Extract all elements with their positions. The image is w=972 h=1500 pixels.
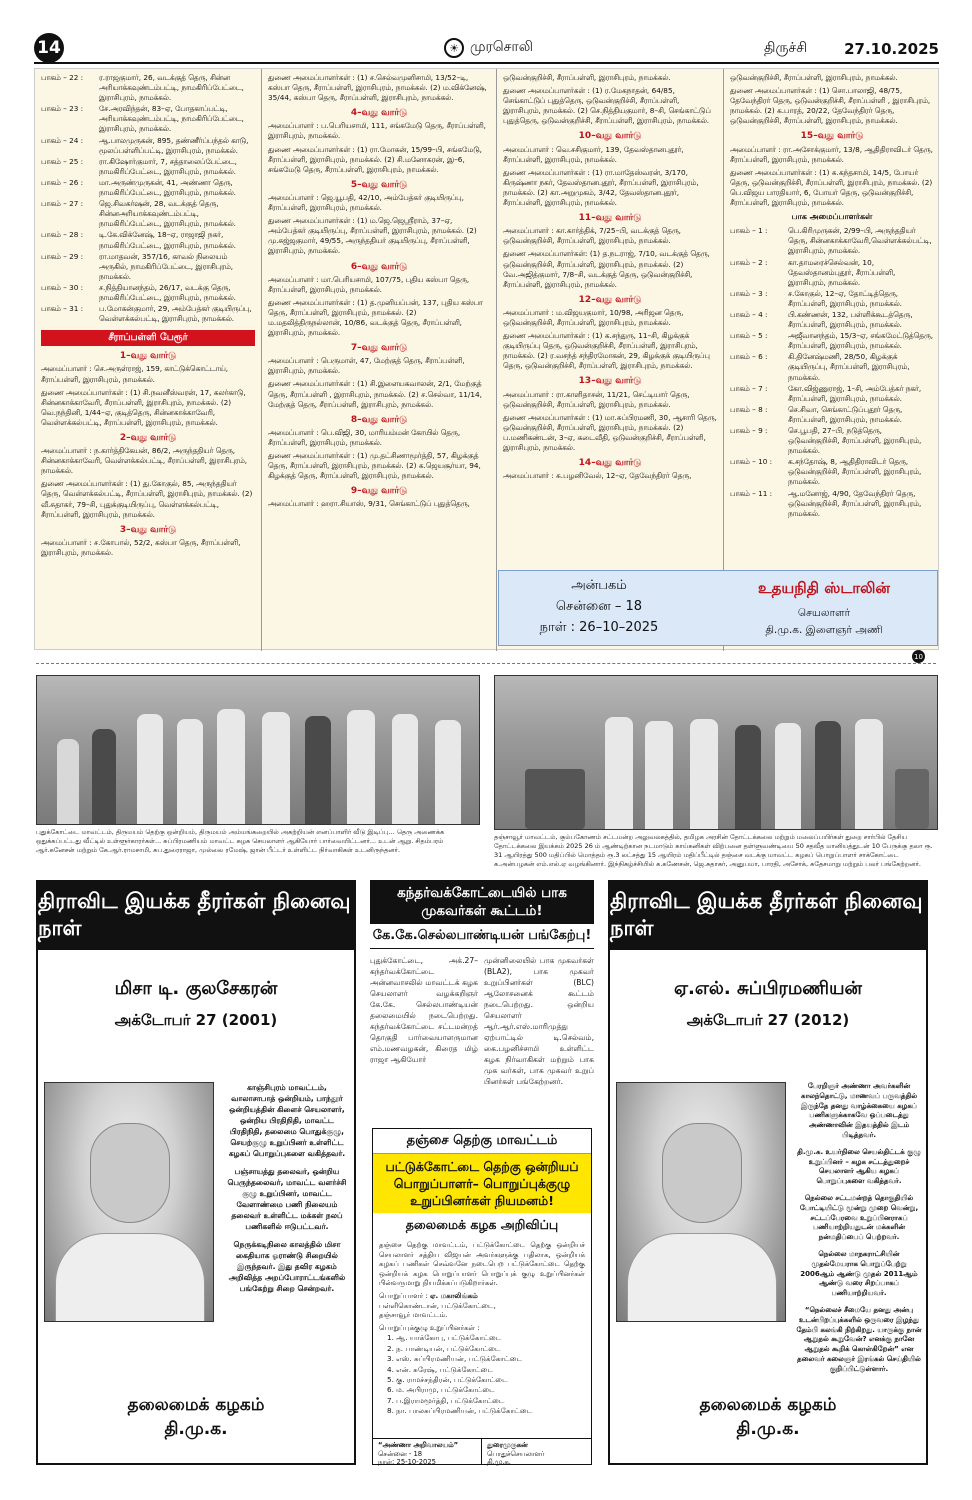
ward-heading: 11–வது வார்டு <box>578 213 642 224</box>
booth-row <box>730 331 934 351</box>
notice-place <box>373 1439 482 1464</box>
notice-office: “அண்ணா அறிவாலயம்” <box>378 1441 459 1449</box>
masthead <box>34 34 939 64</box>
tribute-name: ஏ.எல். சுப்பிரமணியன் <box>674 978 862 999</box>
paper-brand <box>444 38 533 58</box>
booth-organiser: செ.பூபதி, 27–பி, நடுத்தெரு, ஒடுவன்குறிச்சி, சீராப்பள்ளி, இராசிபுரம், நாமக்கல். <box>788 426 922 456</box>
incharge-label: பொறுப்பாளர் : <box>379 1291 428 1300</box>
footer-line: தலைமைக் கழகம் <box>699 1395 837 1415</box>
incharge-address: தஞ்சாவூர் மாவட்டம். <box>379 1311 448 1320</box>
booth-organiser: ஆ.மனோஜ், 4/90, தேவேந்திரர் தெரு, ஒடுவன்குறிச்சி, சீராப்பள்ளி, இராசிபுரம், நாமக்கல். <box>788 488 922 518</box>
ward-entry: அமைப்பாளர் : மா.பெரியசாமி, 107/75, புதிய கஸ்பா தெரு, சீராப்பள்ளி, இராசிபுரம், நாமக்கல். <box>268 274 470 294</box>
notice-signatory-party: தி.மு.க. <box>487 1458 511 1466</box>
booth-row <box>41 136 255 156</box>
booth-row <box>41 178 255 198</box>
ward-entry: துணை அமைப்பாளர்கள் : (1) க.சந்துரு, 11–சி, கிழக்குக் குடியிருப்பு தெரு, ஒடுவன்குறிச்சி, சீராப்பள்ளி, இராசிபுரம், நாமக்கல். (2) ர.வசந்த் சந்திரமோகன், 29, கிழக்குக் குடியிருப்பு தெரு, ஒடுவன்குறிச்சி, சீராப்பள்ளி, இராசிபுரம், நாமக்கல். <box>503 331 710 371</box>
ward-entry: துணை அமைப்பாளர்கள் : (1) து.கோகுல், 85, அருந்ததியர் தெரு, வெள்ளக்கல்பட்டி, சீராப்பள்ளி, இராசிபுரம், நாமக்கல். (2) வீ.சுதாகர், 79–சி, புதுக்குடியிருப்பு, வெள்ளக்கல்பட்டி, சீராப்பள்ளி, இராசிபுரம், நாமக்கல். <box>41 479 253 519</box>
ward-heading: 1–வது வார்டு <box>119 351 177 362</box>
booth-organiser: அஜீவானந்தம், 15/3–ஏ, சங்கமேட்டுத்தெரு, சீராப்பள்ளி, இராசிபுரம், நாமக்கல். <box>788 331 934 351</box>
edition-city: திருச்சி <box>764 40 808 56</box>
booth-row <box>41 199 255 229</box>
listing-column-3 <box>497 69 724 651</box>
booth-organiser: பெ.கிரிமுருகன், 2/99–பி, அருந்ததியர் தெரு, சின்னகாக்காவேரி,வெள்ளக்கல்பட்டி, இராசிபுரம், நாமக்கல். <box>788 226 932 256</box>
ward-heading: 15–வது வார்டு <box>800 131 864 142</box>
ward-entry: அமைப்பாளர் : பெ.விஜி, 30, மாரியம்மன் கோயில் தெரு, சீராப்பள்ளி, இராசிபுரம், நாமக்கல். <box>268 427 461 447</box>
booth-organiser: க.சந்தோஷ், 8, ஆதிதிராவிடர் தெரு, ஒடுவன்குறிச்சி, சீராப்பள்ளி, இராசிபுரம், நாமக்கல். <box>788 457 922 487</box>
signatory-name: உதயநிதி ஸ்டாலின் <box>758 579 890 597</box>
paper-name: முரசொலி <box>470 39 533 55</box>
signature-office: அன்பகம் <box>571 578 627 593</box>
ward-heading: 13–வது வார்டு <box>578 376 642 387</box>
booth-organiser: மா.அருண்முருகன், 41, அண்ணா தெரு, நாமகிரிப்பேட்டை, இராசிபுரம், நாமக்கல். <box>99 177 236 198</box>
signatory <box>709 571 939 647</box>
listing-column-1 <box>35 69 262 651</box>
signature-place <box>499 571 699 647</box>
ward-heading: 5–வது வார்டு <box>350 179 408 190</box>
listing-column-4 <box>724 69 940 651</box>
ward-heading: 6–வது வார்டு <box>350 261 408 272</box>
ward-entry: துணை அமைப்பாளர்கள் : (1) ச.செல்வமுனிசாமி, 13/52–டி, கஸ்பா தெரு, சீராப்பள்ளி, இராசிபுரம், நாமக்கல். (2) ம.விக்னேஷ், 35/44, கஸ்பா தெரு, சீராப்பள்ளி, இராசிபுரம், நாமக்கல். <box>268 73 487 103</box>
rising-sun-icon: ☀ <box>444 38 464 58</box>
member-item: 3. எஸ். சுப்பிரமணியன், பட்டுக்கோட்டை <box>387 1354 523 1364</box>
booth-number: பாகம் – 3 : <box>730 288 768 298</box>
booth-organiser: ப.மோகன்குமார், 29, அம்பேத்கர் குடியிருப்பு, வெள்ளக்கல்பட்டி, இராசிபுரம், நாமக்கல். <box>99 304 252 324</box>
tribute-footer <box>38 1393 354 1441</box>
incharge-name: ஏ. மகாலிங்கம் <box>430 1291 478 1300</box>
news-body <box>370 949 594 1129</box>
member-item: 1. ஆ. யாக்கோபு, பட்டுக்கோட்டை <box>387 1333 502 1343</box>
ward-heading: 7–வது வார்டு <box>350 343 408 354</box>
ward-entry: துணை அமைப்பாளர்கள் : (1) சு.கந்தசாமி, 14/5, போயர் தெரு, ஒடுவன்குறிச்சி, சீராப்பள்ளி, இராசிபுரம், நாமக்கல். (2) பெ.விஜய பாரதியார், 6, போயர் தெரு, ஒடுவன்குறிச்சி, சீராப்பள்ளி, இராசிபுரம், நாமக்கல். <box>730 167 933 208</box>
booth-row <box>730 310 934 330</box>
booth-organiser: கி.தினேஷ்மணி, 28/50, கிழக்குக் குடியிருப்பு, சீராப்பள்ளி, இராசிபுரம், நாமக்கல். <box>788 352 910 382</box>
booth-row <box>730 258 934 288</box>
listing-column-2 <box>262 69 497 651</box>
continuation-mark: 10 <box>912 650 925 663</box>
booth-number: பாகம் – 9 : <box>730 426 768 435</box>
photo-site-inspection <box>36 675 480 825</box>
tribute-name: மிசா டி. குலசேகரன் <box>114 978 278 999</box>
notice-signatory-name: துரைமுருகன் <box>487 1441 528 1449</box>
news-subhead: கே.கே.செல்லபாண்டியன் பங்கேற்பு! <box>370 924 594 949</box>
edition-date: 27.10.2025 <box>844 40 939 58</box>
notice-signatory <box>482 1439 591 1464</box>
booth-number: பாகம் – 24 : <box>41 135 84 145</box>
booth-organiser: ச.கோகுல், 12–ஏ, தோட்டித்தெரு, சீராப்பள்ளி, இராசிபுரம், நாமக்கல். <box>788 288 902 308</box>
booth-number: பாகம் – 7 : <box>730 383 768 393</box>
ward-heading: 2–வது வார்டு <box>119 433 177 443</box>
ward-heading: 14–வது வார்டு <box>578 458 642 469</box>
notice-headline: பட்டுக்கோட்டை தெற்கு ஒன்றியப் பொறுப்பாளர்– பொறுப்புக்குழு உறுப்பினர்கள் நியமனம்! <box>373 1154 591 1213</box>
ward-entry: அமைப்பாளர் : வெ.சசிகுமார், 139, தேவஸ்தானபுதூர், சீராப்பள்ளி, இராசிபுரம், நாமக்கல். <box>503 144 684 164</box>
notice-subtitle: தலைமைக் கழக அறிவிப்பு <box>405 1217 559 1232</box>
ward-entry: துணை அமைப்பாளர்கள் : (1) மா.சுப்பிரமணி, 30, ஆசாரி தெரு, ஒடுவன்குறிச்சி, சீராப்பள்ளி, இராசிபுரம், நாமக்கல். (2) ப.மணிகண்டன், 3–ஏ, கடைவீதி, ஒடுவன்குறிச்சி, சீராப்பள்ளி, இராசிபுரம், நாமக்கல். <box>503 412 717 452</box>
tribute-footer <box>610 1393 926 1441</box>
tribute-text <box>224 1082 350 1301</box>
booth-organiser: கா.தாமரைச்செல்வன், 10, தேவஸ்தானம்புதூர், சீராப்பள்ளி, இராசிபுரம், நாமக்கல். <box>788 257 896 287</box>
signature-box <box>498 570 938 646</box>
signature-city: சென்னை – 18 <box>555 599 643 614</box>
members-list <box>373 1333 591 1416</box>
booth-number: பாகம் – 4 : <box>730 309 768 319</box>
ward-heading: 8–வது வார்டு <box>350 414 408 425</box>
booth-row <box>41 230 255 250</box>
booth-organiser: ஜெ.சிவகர்ஷன், 28, வடக்குத் தெரு, சின்னஅரியாக்கவுண்டம்பட்டி, நாமகிரிப்பேட்டை, இராசிபுரம், நாமக்கல். <box>99 199 236 229</box>
incharge-address: பள்ளிகொண்டான், பட்டுக்கோட்டை, <box>379 1301 496 1310</box>
tribute-portrait <box>44 1082 214 1322</box>
ward-entry: துணை அமைப்பாளர்கள் : (1) ம.ஜெ.ஜெஸ்ரீராம், 37–ஏ, அம்பேத்கர் குடியிருப்பு, சீராப்பள்ளி, இராசிபுரம், நாமக்கல். (2) மு.சுஜ்ஜகுமார், 49/55, அருந்ததியர் குடியிருப்பு, சீராப்பள்ளி, இராசிபுரம், நாமக்கல். <box>268 216 477 256</box>
footer-line: தி.மு.க. <box>736 1419 800 1439</box>
notice-district: தஞ்சை தெற்கு மாவட்டம் <box>373 1129 591 1154</box>
booth-row <box>730 384 934 404</box>
booth-number: பாகம் – 1 : <box>730 226 768 236</box>
ward-entry: அமைப்பாளர் : ம.விஜயகுமார், 10/98, அரிஜன தெரு, ஒடுவன்குறிச்சி, சீராப்பள்ளி, இராசிபுரம், நாமக்கல். <box>503 307 684 327</box>
ward-heading: 10–வது வார்டு <box>578 131 642 142</box>
tribute-title: திராவிட இயக்க தீரர்கள் நினைவு நாள் <box>610 882 926 950</box>
notice-signature <box>373 1438 591 1464</box>
booth-row <box>41 252 255 282</box>
booth-organiser: சே.அரவிந்தன், 83–ஏ, போதகாப்பட்டி, அரியாக்கவுண்டம்பட்டி, நாமகிரிப்பேட்டை, இராசிபுரம், நாமக்கல். <box>99 104 244 134</box>
ward-heading: 9–வது வார்டு <box>350 486 408 497</box>
member-item: 6. ம. அபிராமு, பட்டுக்கோட்டை <box>387 1385 495 1395</box>
booth-organiser: செ.சிவா, செங்காட்டுப்புதூர் தெரு, சீராப்பள்ளி, இராசிபுரம், நாமக்கல். <box>788 404 903 424</box>
notice-incharge <box>373 1292 591 1324</box>
members-label: பொறுப்புக்குழு உறுப்பினர்கள் : <box>379 1323 480 1332</box>
booth-number: பாகம் – 22 : <box>41 73 84 82</box>
booth-number: பாகம் – 28 : <box>41 230 84 240</box>
booth-organiser: கோ.விஜ்ணுராஜ், 1–சி, அம்பேத்கர் நகர், சீராப்பள்ளி, இராசிபுரம், நாமக்கல். <box>788 383 922 403</box>
booth-row <box>730 226 934 256</box>
tribute-title: திராவிட இயக்க தீரர்கள் நினைவு நாள் <box>38 882 354 950</box>
booth-organiser: ஆ.பாலமுருகன், 895, தண்ணீர்ப்பந்தல் காடு, மூலப்பள்ளிப்பட்டி, இராசிபுரம், நாமக்கல். <box>99 135 249 155</box>
news-text-right: முன்னிலையில் பாக முகவர்கள் (BLA2), பாக முகவர் உறுப்பினர்கள் (BLC) ஆலோசனைக் கூட்டம் நடைபெற்றது. ஒன்றிய செயலாளர் ஆர்.ஆர்.எஸ்.மாரிமுத்து ஏற்பாட்டில் டி.செல்வம், கை.பழனிச்சாமி உள்ளிட்ட கழக நிர்வாகிகள் மற்றும் பாக முக வர்கள், பாக முகவர் உறுப் பினர்கள் பங்கேற்றனர். <box>484 956 594 1086</box>
member-item: 7. ப.இராமமூர்த்தி, பட்டுக்கோட்டை <box>387 1395 505 1405</box>
booth-number: பாகம் – 11 : <box>730 488 773 498</box>
photo-caption-2: தஞ்சாவூர் மாவட்டம், கும்பகோணம் சட்டமன்ற அலுவலகத்தில், தமிழக அரசின் தோட்டக்கலை மற்றும் மலைப்பயிர்கள் துறை சார்பில் தேசிய தோட்டக்கலை இயக்கம் 2025 26 ம் ஆண்டிற்கான நடமாடும் காய்கனிகள் விற்பனை தள்ளுவண்டியை 50 சதவீத மானியத்துடன் 10 பேருக்கு தலா ரூ. 31 ஆயிரத்து 500 மதிப்பில் மொத்தம் ரூ.3 லட்சத்து 15 ஆயிரம் மதிப்பீட்டில் தஞ்சை வடக்கு மாவட்ட கழகப் பொறுப்பாளர் சாக்கோட்டை க.அன்பழகன் எம்.எல்.ஏ வழங்கினார். இந்நிகழ்ச்சியில் க.கணேசன், ஜெ.சுதாகர், அனுபமா, பாரதி, அசோக், சுதேசமாறு மற்றும் பலர் பங்கேற்றனர். <box>494 833 933 868</box>
news-text-left: புதுக்கோட்டை, அக்.27– கந்தர்வக்கோட்டை அன்னவாசலில் மாவட்டக் கழக செயலாளர் வழக்கறிஞர் கே.கே. செல்லபாண்டியன் தலைமையில் நடைபெற்றது. கந்தர்வக்கோட்டை சட்டமன்றத் தொகுதி பார்வையாளருமான எம்.மணவழகன், கிரைத மிழ் ராஜா ஆகியோர் <box>370 956 478 1064</box>
ward-heading: 3–வது வார்டு <box>119 524 177 535</box>
col1-rows <box>41 73 255 324</box>
section-divider <box>36 663 936 664</box>
footer-line: தி.மு.க. <box>164 1419 228 1439</box>
member-item: 8. நா. பாலசுப்பிரமணியன், பட்டுக்கோட்டை <box>387 1406 533 1416</box>
booth-organiser: ச.நித்தியானந்தம், 26/17, வடக்கு தெரு, நாமகிரிப்பேட்டை, இராசிபுரம், நாமக்கல். <box>99 282 236 302</box>
ward-entry: துணை அமைப்பாளர்கள் : (1) சி.நவனீஸ்வரன், 17, கலர்காடு, சின்னகாக்காவேரி, சீராப்பள்ளி, இராசிபுரம், நாமக்கல். (2) வெ.நந்தினி, 1/44–ஏ, குடித்தெரு, சின்னகாக்காவேரி, வெள்ளக்கல்பட்டி, சீராப்பள்ளி, இராசிபுரம், நாமக்கல். <box>41 387 246 427</box>
booth-number: பாகம் – 30 : <box>41 282 84 292</box>
signatory-wing: தி.மு.க. இளைஞர் அணி <box>765 624 883 636</box>
booth-row <box>730 426 934 456</box>
ward-heading: 12–வது வார்டு <box>578 294 642 305</box>
party-notice <box>372 1128 592 1465</box>
news-headline: கந்தர்வக்கோட்டையில் பாக முகவர்கள் கூட்டம்! <box>370 880 594 924</box>
booth-organiser: டி.கே.விக்னேஷ், 18–ஏ, ராஜாஜி நகர், நாமகிரிப்பேட்டை, இராசிபுரம், நாமக்கல். <box>99 230 236 250</box>
ward-entry: துணை அமைப்பாளர்கள் : (1) மு.தட்சிணாமூர்த்தி, 57, கிழக்குத் தெரு, சீராப்பள்ளி, இராசிபுரம், நாமக்கல். (2) க.ஜெயசூர்யா, 94, கிழக்குத் தெரு, சீராப்பள்ளி, இராசிபுரம், நாமக்கல். <box>268 451 481 481</box>
booth-row <box>41 304 255 324</box>
booth-row <box>730 457 934 487</box>
booth-row <box>730 405 934 425</box>
booth-number: பாகம் – 5 : <box>730 331 768 341</box>
photo-caption-1: புதுக்கோட்டை மாவட்டம், திருமயம் தெற்கு ஒன்றியம், திருமயம் அம்மங்கறையில் அகற்றியன் எனப்பாளிர் வீடு இடிப்பு... தெரு அணைக்க ஒதுக்கப்பட்டது வீட்டில் உள்ளூர்காரர்கள்... சுப்பிரமணியம் மாவட்ட கழக செயலாளர் ஆகியோர் பார்வையிட்டனர்... உடன் ஆறு. சிதம்பரம் ஆர்.கனேசன் மற்றும் கே.ஆர்.ராமசாமி, சுப.துரைராஜா, முல்லை ரமேஷ், ஜான் பீட்டர் உள்ளிட்ட நிர்வாகிகள் உடனிருந்தனர். <box>36 828 445 854</box>
ward-entry: அமைப்பாளர் : ச.கோபால், 52/2, கஸ்பா தெரு, சீராப்பள்ளி, இராசிபுரம், நாமக்கல். <box>41 537 241 557</box>
booth-row <box>41 157 255 177</box>
booth-row <box>41 104 255 134</box>
ward-entry: அமைப்பாளர் : ஜெ.யூபதி, 42/10, அம்பேத்கர் குடியிருப்பு, சீராப்பள்ளி, இராசிபுரம், நாமக்கல். <box>268 192 464 213</box>
booth-organisers-heading: பாக அமைப்பாளர்கள் <box>791 212 873 222</box>
tribute-portrait <box>616 1082 786 1322</box>
booth-number: பாகம் – 10 : <box>730 457 773 467</box>
col4-rows <box>730 226 934 519</box>
booth-number: பாகம் – 29 : <box>41 251 84 261</box>
tribute-box-left <box>36 880 356 1465</box>
booth-organiser: பி.கண்ணன், 132, பள்ளிக்கூடத்தெரு, சீராப்பள்ளி, இராசிபுரம், நாமக்கல். <box>788 309 913 330</box>
tribute-box-right <box>608 880 928 1465</box>
booth-row <box>730 489 934 519</box>
ward-entry: துணை அமைப்பாளர்கள் : (1) ரா.மோகன், 15/99–பி, சங்கமேடு, சீராப்பள்ளி, இராசிபுரம், நாமக்கல். (2) சி.மனோகரன், இ–6, சங்கமேடு தெரு, சீராப்பள்ளி, இராசிபுரம், நாமக்கல். <box>268 144 482 174</box>
ward-entry: துணை அமைப்பாளர்கள் : (1) சி.இளையகவாலன், 2/1, மேற்குத் தெரு, சீராப்பள்ளி , இராசிபுரம், நாமக்கல். (2) ச.செல்வா, 11/14, மேற்குத் தெரு, சீராப்பள்ளி, இராசிபுரம், நாமக்கல். <box>268 379 483 409</box>
photo-vendor-carts <box>494 675 938 830</box>
ward-entry: அமைப்பாளர் : ப.பெரியசாமி, 111, சங்கமேடு தெரு, சீராப்பள்ளி, இராசிபுரம், நாமக்கல். <box>268 121 486 141</box>
tribute-paragraph: நெல்லை மாநகராட்சியின் முதல்மேயராக பொறுப்பேற்று 2006ஆம் ஆண்டு முதல் 2011ஆம் ஆண்டு வரை சிறப்பாகப் பணியாற்றியவர். <box>800 1249 918 1298</box>
booth-row <box>41 73 255 103</box>
ward-entry: அமைப்பாளர் : சு.பழனிவேல், 12–ஏ, தேவேந்திரர் தெரு, <box>503 471 692 481</box>
booth-number: பாகம் – 8 : <box>730 404 768 414</box>
booth-organiser: ரா.கிஷோர்குமார், 7, சத்தாலைப்பேட்டை, நாமகிரிப்பேட்டை, இராசிபுரம், நாமக்கல். <box>99 156 237 176</box>
booth-number: பாகம் – 31 : <box>41 304 84 314</box>
notice-signatory-role: பொதுச்செயலாளர் <box>487 1449 545 1458</box>
ward-heading: 4–வது வார்டு <box>350 108 408 119</box>
page-number: 14 <box>34 33 64 63</box>
signature-date: நாள் : 26–10–2025 <box>539 620 659 635</box>
section-banner: சீராப்பள்ளி பேரூர் <box>41 330 255 346</box>
booth-organiser: ர.ராஜகுமார், 26, வடக்குத் தெரு, சின்ன அரியாக்கவுண்டம்பட்டி, நாமகிரிப்பேட்டை, இராசிபுரம், நாமக்கல். <box>99 73 244 103</box>
signatory-role: செயலாளர் <box>797 607 851 619</box>
booth-organiser: ரா.மாதவன், 357/16, காவல் நிலையம் அருகில், நாமகிரிப்பேட்டை, இராசிபுரம், நாமக்கல். <box>99 251 234 281</box>
ward-entry: துணை அமைப்பாளர்கள் : (1) சொ.பாலாஜி, 48/75, தேவேந்திரர் தெரு, ஒடுவன்குறிச்சி, சீராப்பள்ளி , இராசிபுரம், நாமக்கல். (2) க.பாரத், 20/22, தேவேந்திரர் தெரு, ஒடுவன்குறிச்சி, சீராப்பள்ளி, இராசிபுரம், நாமக்கல். <box>730 86 931 126</box>
booth-row <box>41 283 255 303</box>
ward-entry: அமைப்பாளர் : கா.கார்த்திக், 7/25–பி, வடக்குத் தெரு, ஒடுவன்குறிச்சி, சீராப்பள்ளி, இராசிபுரம், நாமக்கல். <box>503 226 681 246</box>
tribute-paragraph: நெருக்கடிநிலை காலத்தில் மிசா கைதியாக ஓராண்டு சிறையில் இருந்தவர். இது தவிர கழகம் அறிவித்த அறப்போராட்டங்களில் பங்கேற்று சிறை சென்றவர். <box>228 1240 346 1293</box>
booth-number: பாகம் – 23 : <box>41 104 84 114</box>
notice-body: தஞ்சை தெற்கு மாவட்டம், பட்டுக்கோட்டை தெற்கு ஒன்றியச் செயலாளர் சத்திய விஜயன் அவர்களுக்கு பதிலாக, ஒன்றியக் கழகப் பணிகள் செவ்வனே நடைபெற பட்டுக்கோட்டை தெற்கு ஒன்றியக் கழக பொறுப்பாளர் பொறுப்புக் குழு உறுப்பினர்கள் பின்வருமாறு நியமிக்கப்படுகிறார்கள். <box>379 1241 585 1288</box>
tribute-date: அக்டோபர் 27 (2001) <box>114 1011 278 1029</box>
tribute-paragraph: காஞ்சிபுரம் மாவட்டம், வாலாசாபாத் ஒன்றியம், பாந்தூர் ஒன்றியத்தின் கிளைச் செயலாளர், ஒன்றிய பிரதிநிதி, மாவட்ட பிரதிநிதி, தலைமை பொதுக்குழு, செயற்குழு உறுப்பினர் உள்ளிட்ட கழகப் பொறுப்புகளை வகித்தவர். <box>228 1083 346 1158</box>
tribute-paragraph: “நெல்லைச் சீமையே தனது அன்பு உடன்பிறப்புக்களில் ஒருவரை இழந்து தேம்பி கலங்கி நிற்கிறது. யாருக்கு நான் ஆறுதல் கூறுவேன்? எனக்கு நானே ஆறுதல் கூறிக் கொள்கிறேன்” என தலைவர் கலைஞர் இரங்கல் செய்தியில் குறிப்பிட்டுள்ளார். <box>796 1305 922 1373</box>
booth-number: பாகம் – 26 : <box>41 177 84 187</box>
member-item: 2. ந. பாண்டியன், பட்டுக்கோட்டை <box>387 1343 501 1353</box>
booth-number: பாகம் – 27 : <box>41 199 84 209</box>
ward-entry: துணை அமைப்பாளர்கள் : (1) த.முனியப்பன், 137, புதிய கஸ்பா தெரு, சீராப்பள்ளி, இராசிபுரம், நாமக்கல். (2) ம.மதலித்திருநல்லான், 10/86, வடக்குத் தெரு, சீராப்பள்ளி, இராசிபுரம், நாமக்கல். <box>268 297 483 338</box>
ward-entry: அமைப்பாளர் : பெருமாள், 47, மேற்குத் தெரு, சீராப்பள்ளி, இராசிபுரம், நாமக்கல். <box>268 356 465 376</box>
tribute-paragraph: பஞ்சாயத்து தலைவர், ஒன்றிய பெருந்தலைவர், மாவட்ட வளர்ச்சி குழு உறுப்பினர், மாவட்ட வேளாண்மை பணி நிலையம் தலைவர் உள்ளிட்ட மக்கள் நலப் பணிகளில் ஈடுபட்டவர். <box>227 1167 347 1231</box>
tribute-text <box>796 1082 922 1382</box>
booth-number: பாகம் – 6 : <box>730 352 768 362</box>
booth-row <box>730 352 934 382</box>
booth-row <box>730 289 934 309</box>
ward-entry: அமைப்பாளர் : ஹரா.சியாஸ், 9/31, செங்காட்டுப் புதுத்தெரு, <box>268 499 470 509</box>
notice-date: நாள்: 25-10-2025 <box>378 1458 436 1466</box>
tribute-paragraph: நெல்லை சட்டமன்றத் தொகுதியில் போட்டியிட்டு மூன்று முறை வென்று, சட்டப்பேரவை உறுப்பினராகப் பணியாற்றியதுடன் மக்களின் நன்மதிப்பைப் பெற்றவர். <box>799 1193 919 1242</box>
member-item: 5. கு. ராமச்சந்திரன், பட்டுக்கோட்டை <box>387 1374 508 1384</box>
ward-entry: துணை அமைப்பாளர்கள் : (1) ர.மேகநாதன், 64/85, செங்காட்டுப் புதுத்தெரு, ஒடுவன்குறிச்சி, சீராப்பள்ளி, இராசிபுரம், நாமக்கல். (2) செ.நித்தியகுமார், 8–சி, செங்காட்டுப் புதுத்தெரு, ஒடுவன்குறிச்சி, சீராப்பள்ளி, இராசிபுரம், நாமக்கல். <box>503 86 711 126</box>
booth-number: பாகம் – 2 : <box>730 257 768 267</box>
ward-entry: துணை அமைப்பாளர்கள்: (1) த.நடராஜ், 7/10, வடக்குத் தெரு, ஒடுவன்குறிச்சி, சீராப்பள்ளி, இராசிபுரம், நாமக்கல். (2) வே.அஜித்குமார், 7/8–சி, வடக்குத் தெரு, ஒடுவன்குறிச்சி, சீராப்பள்ளி, இராசிபுரம், நாமக்கல். <box>503 249 710 289</box>
ward-entry: ஒடுவன்குறிச்சி, சீராப்பள்ளி, இராசிபுரம், நாமக்கல். <box>730 73 898 82</box>
ward-entry: ஒடுவன்குறிச்சி, சீராப்பள்ளி, இராசிபுரம், நாமக்கல். <box>503 73 671 82</box>
ward-entry: அமைப்பாளர் : ரா.காளிதாசன், 11/21, செட்டியார் தெரு, ஒடுவன்குறிச்சி, சீராப்பள்ளி, இராசிபுரம், நாமக்கல். <box>503 389 690 409</box>
appointment-listing <box>34 68 939 650</box>
notice-city: சென்னை - 18 <box>378 1449 423 1458</box>
booth-number: பாகம் – 25 : <box>41 156 84 166</box>
tribute-paragraph: பேரறிஞர் அண்ணா அவர்களின் காலந்தொட்டு, மாணவப் பருவத்தில் இருந்தே தனது வாழ்க்கையை கழகப் பணிகளுக்காகவே ஒப்படைத்து அண்ணாவின் இதயத்தில் இடம் பிடித்தவர். <box>800 1082 918 1139</box>
tribute-paragraph: தி.மு.க. உயர்நிலை செயல்திட்டக் குழு உறுப்பினர் – கழக சட்டத்துறைச் செயலாளர் ஆகிய கழகப் பொறுப்புகளை வகித்தவர். <box>797 1147 921 1186</box>
ward-entry: அமைப்பாளர் : ரா.அசோக்குமார், 13/8, ஆதிதிராவிடர் தெரு, சீராப்பள்ளி, இராசிபுரம், நாமக்கல். <box>730 144 933 164</box>
member-item: 4. என். சுரேஷ், பட்டுக்கோட்டை <box>387 1364 494 1374</box>
ward-entry: அமைப்பாளர் : ந.கார்த்திகேயன், 86/2, அருந்ததியர் தெரு, சின்னகாக்காவேரி, வெள்ளக்கல்பட்டி, சீராப்பள்ளி, இராசிபுரம், நாமக்கல். <box>41 446 248 476</box>
tribute-date: அக்டோபர் 27 (2012) <box>686 1011 850 1029</box>
footer-line: தலைமைக் கழகம் <box>127 1395 265 1415</box>
ward-entry: துணை அமைப்பாளர்கள் : (1) ரா.மாதேஸ்வரன், 3/170, கிருஷ்ணா நகர், தேவஸ்தானபுதூர், சீராப்பள்ளி, இராசிபுரம், நாமக்கல். (2) கா.அறுமுகம், 3/42, தேவஸ்தானபுதூர், சீராப்பள்ளி, இராசிபுரம், நாமக்கல். <box>503 167 699 208</box>
ward-entry: அமைப்பாளர் : செ.அருள்ராஜ், 159, காட்டுக்கொட்டாய், சீராப்பள்ளி, இராசிபுரம், நாமக்கல். <box>41 364 229 384</box>
